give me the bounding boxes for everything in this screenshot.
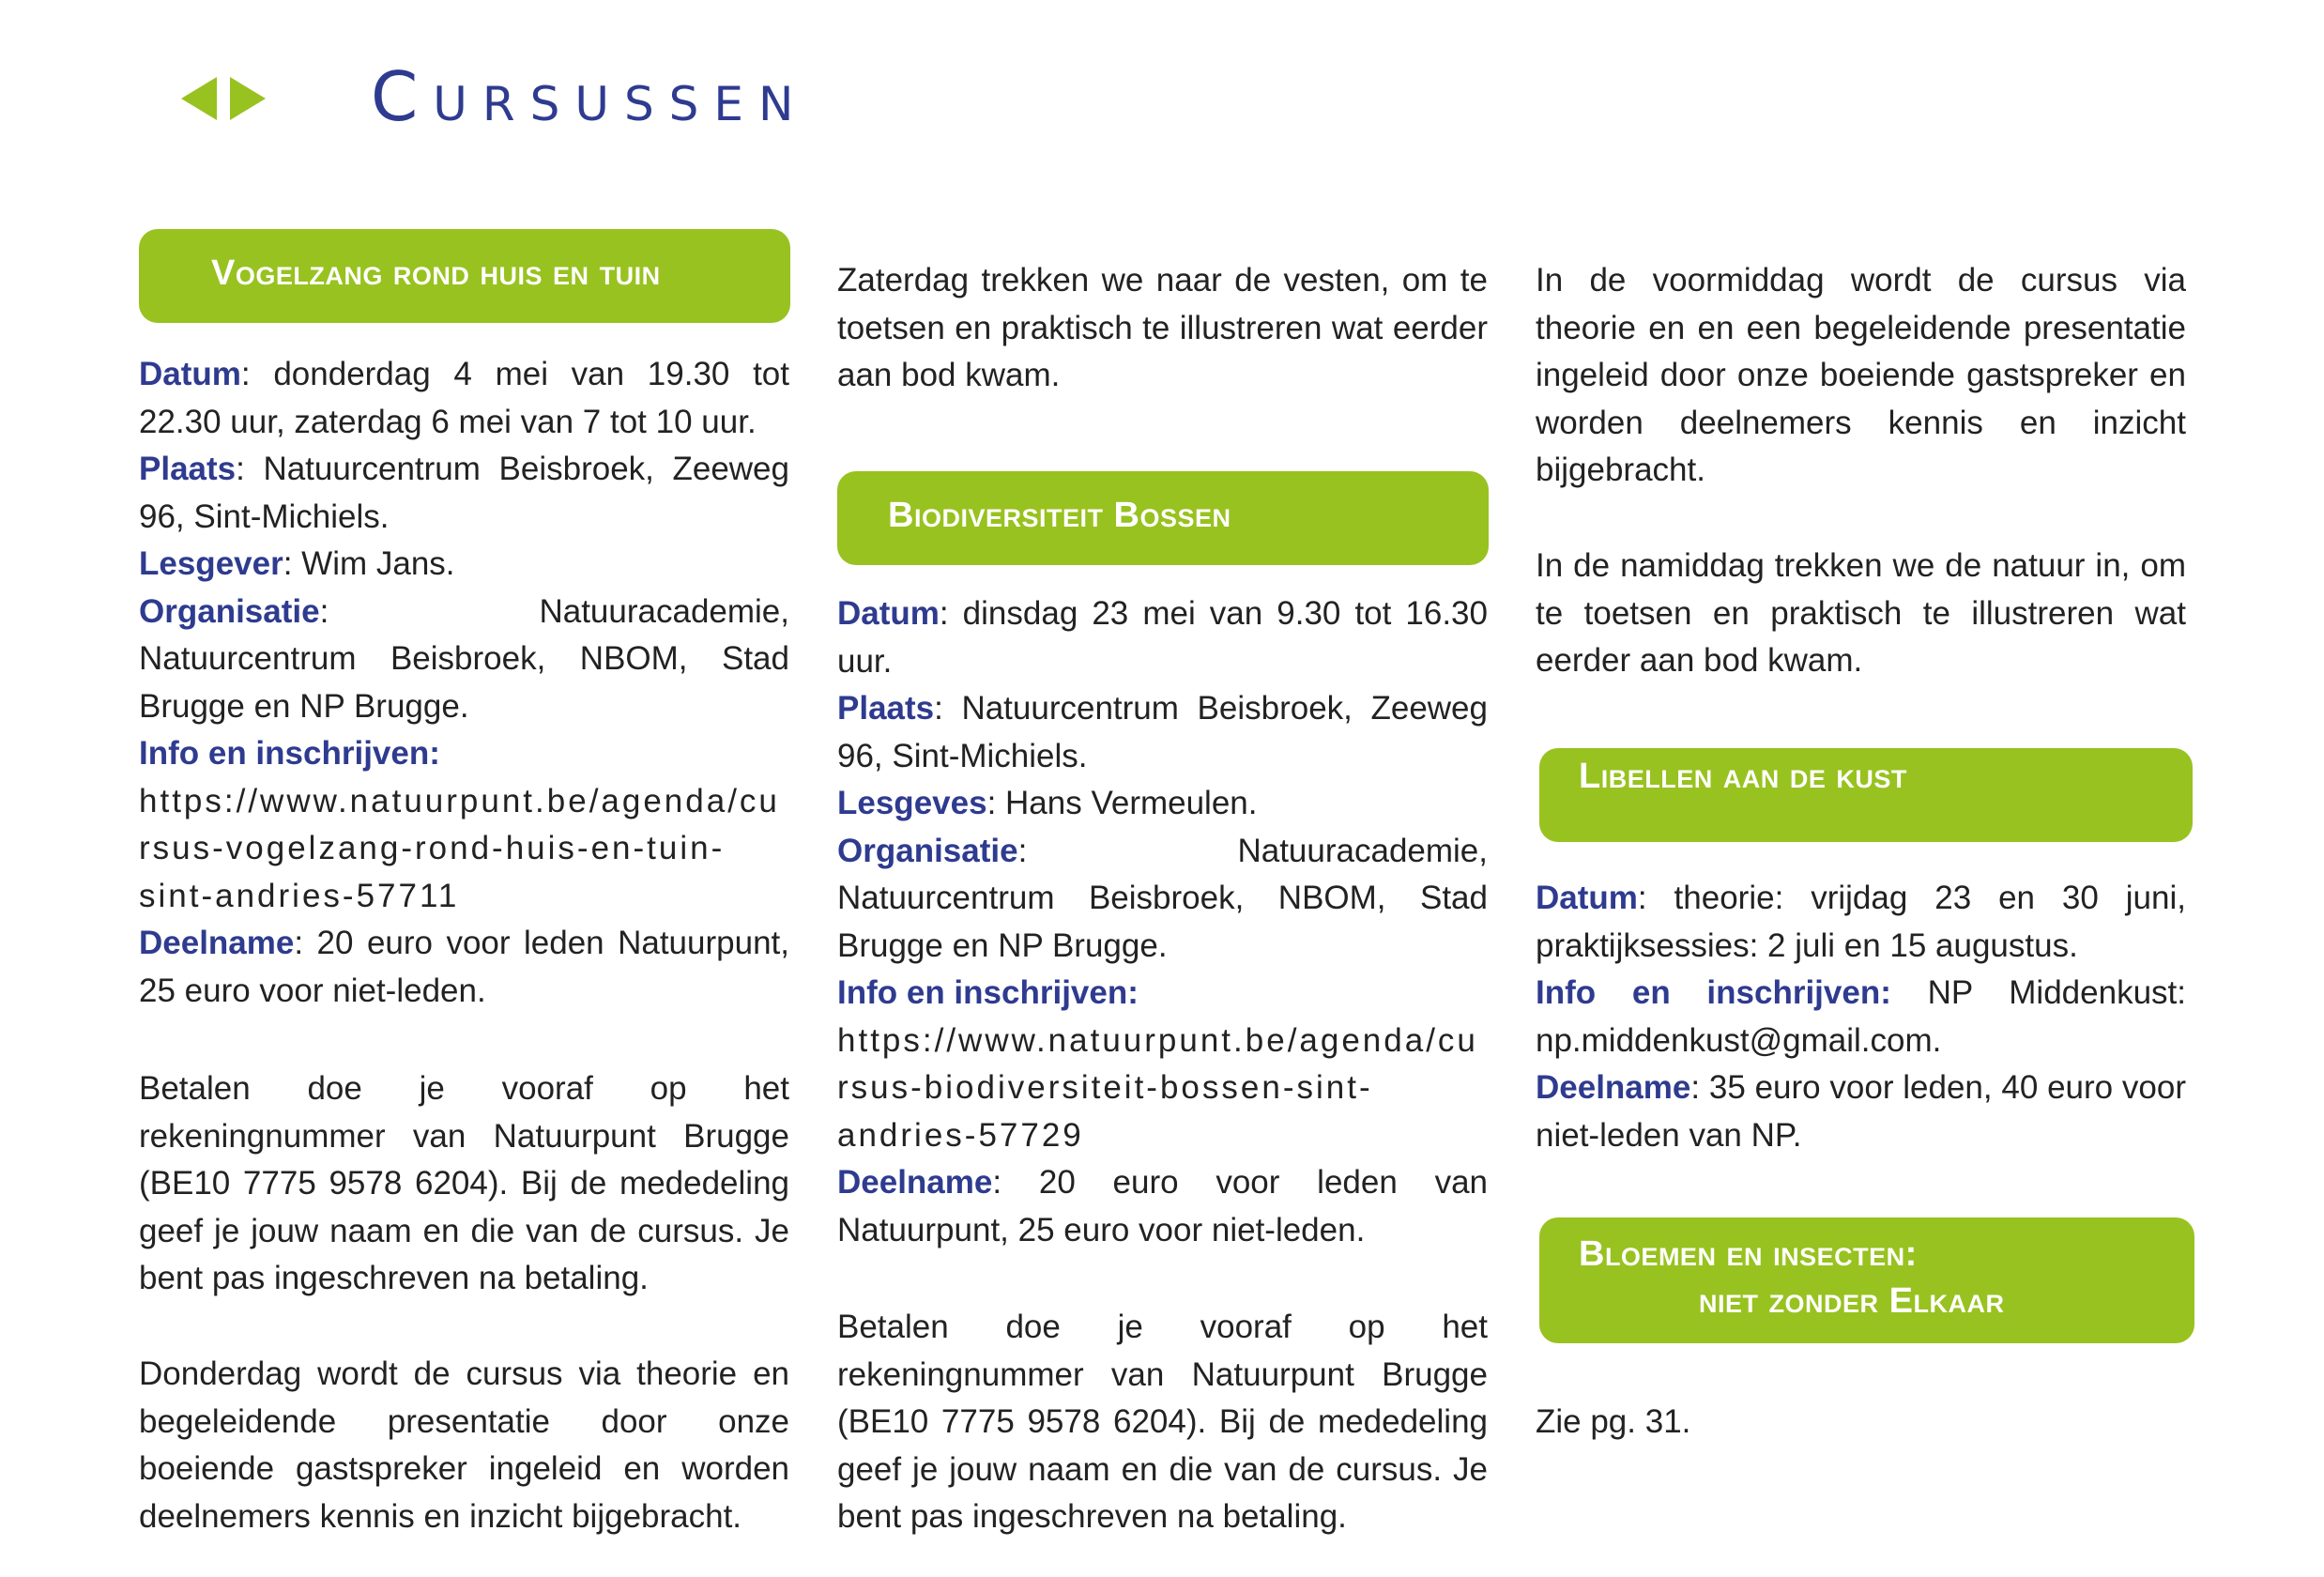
biodiversiteit-lesgever: Lesgeves: Hans Vermeulen. [837, 785, 1258, 821]
libellen-info: Info en inschrijven: NP Middenkust: np.middenkust@gmail.com. [1536, 974, 2186, 1059]
vogelzang-betalen: Betalen doe je vooraf op het rekeningnummer van Natuurpunt Brugge (BE10 7775 9578 6204). Bij de mededeling geef je jouw naam en die van de cursus. Je bent pas ingeschreven na betaling. [139, 1070, 789, 1296]
vogelzang-deelname: Deelname: 20 euro voor leden Natuurpunt, 25 euro voor niet-leden. [139, 925, 789, 1009]
biodiversiteit-plaats: Plaats: Natuurcentrum Beisbroek, Zeeweg 96, Sint-Michiels. [837, 690, 1488, 774]
libellen-datum: Datum: theorie: vrijdag 23 en 30 juni, praktijksessies: 2 juli en 15 augustus. [1536, 880, 2186, 964]
page-title: Cursussen [371, 57, 809, 136]
biodiversiteit-info-link[interactable]: https://www.natuurpunt.be/agenda/cursus-biodiversiteit-bossen-sint-andries-57729 [837, 1021, 1478, 1154]
biodiversiteit-organisatie: Organisatie: Natuuracademie, Natuurcentrum Beisbroek, NBOM, Stad Brugge en NP Brugge. [837, 832, 1488, 964]
biodiversiteit-datum: Datum: dinsdag 23 mei van 9.30 tot 16.30 uur. [837, 595, 1488, 680]
nav-arrows-icon [181, 75, 266, 122]
biodiversiteit-deelname: Deelname: 20 euro voor leden van Natuurpunt, 25 euro voor niet-leden. [837, 1164, 1488, 1248]
vogelzang-lesgever: Lesgever: Wim Jans. [139, 545, 455, 582]
vogelzang-info-label: Info en inschrijven: [139, 735, 440, 772]
heading-biodiversiteit: Biodiversiteit Bossen [837, 471, 1489, 565]
vogelzang-donderdag: Donderdag wordt de cursus via theorie en begeleidende presentatie door onze boeiende gastspreker ingeleid en worden deelnemers kennis en inzicht bijgebracht. [139, 1355, 789, 1535]
vogelzang-datum: Datum: donderdag 4 mei van 19.30 tot 22.30 uur, zaterdag 6 mei van 7 tot 10 uur. [139, 356, 789, 440]
libellen-deelname: Deelname: 35 euro voor leden, 40 euro voor niet-leden van NP. [1536, 1069, 2186, 1154]
biodiversiteit-namiddag: In de namiddag trekken we de natuur in, om te toetsen en praktisch te illustreren wat eerder aan bod kwam. [1536, 547, 2186, 679]
biodiversiteit-info-label: Info en inschrijven: [837, 974, 1139, 1011]
vogelzang-plaats: Plaats: Natuurcentrum Beisbroek, Zeeweg 96, Sint-Michiels. [139, 451, 789, 535]
vogelzang-zaterdag: Zaterdag trekken we naar de vesten, om te toetsen en praktisch te illustreren wat eerder aan bod kwam. [837, 262, 1488, 393]
libellen-details [1536, 875, 2186, 1159]
biodiversiteit-details [837, 590, 1488, 1254]
vogelzang-details [139, 351, 789, 1015]
biodiversiteit-voormiddag: In de voormiddag wordt de cursus via theorie en en een begeleidende presentatie ingeleid door onze boeiende gastspreker en worden deelnemers kennis en inzicht bijgebracht. [1536, 262, 2186, 488]
vogelzang-info-link[interactable]: https://www.natuurpunt.be/agenda/cursus-vogelzang-rond-huis-en-tuin-sint-andries-57711 [139, 782, 780, 914]
biodiversiteit-betalen: Betalen doe je vooraf op het rekeningnummer van Natuurpunt Brugge (BE10 7775 9578 6204). Bij de mededeling geef je jouw naam en die van de cursus. Je bent pas ingeschreven na betaling. [837, 1309, 1488, 1535]
heading-bloemen: Bloemen en insecten: niet zonder Elkaar [1539, 1217, 2194, 1343]
heading-libellen: Libellen aan de kust [1539, 748, 2193, 842]
vogelzang-organisatie: Organisatie: Natuuracademie, Natuurcentrum Beisbroek, NBOM, Stad Brugge en NP Brugge. [139, 592, 789, 725]
bloemen-note: Zie pg. 31. [1536, 1403, 1691, 1440]
heading-vogelzang: Vogelzang rond huis en tuin [139, 229, 790, 323]
